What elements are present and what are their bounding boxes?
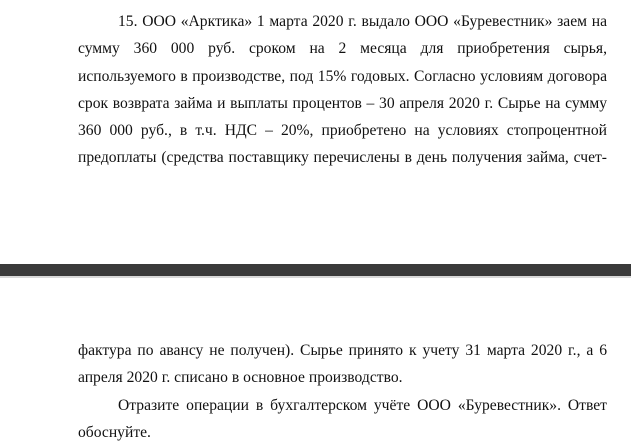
text-line: апреля 2020 г. списано в основное производство. bbox=[78, 369, 403, 387]
text-line: обоснуйте. bbox=[78, 423, 151, 441]
task-paragraph-top bbox=[78, 8, 607, 172]
text-line: сумму 360 000 руб. сроком на 2 месяца для приобретения сырья, bbox=[78, 40, 607, 58]
text-line: срок возврата займа и выплаты процентов – 30 апреля 2020 г. Сырье на сумму bbox=[78, 94, 607, 112]
text-line: используемого в производстве, под 15% годовых. Согласно условиям договора bbox=[78, 67, 607, 85]
page-break-shadow bbox=[0, 276, 631, 278]
text-line: 360 000 руб., в т.ч. НДС – 20%, приобретено на условиях стопроцентной bbox=[78, 122, 607, 140]
text-line: фактура по авансу не получен). Сырье принято к учету 31 марта 2020 г., а 6 bbox=[78, 342, 607, 359]
text-line: 15. ООО «Арктика» 1 марта 2020 г. выдало ООО «Буревестник» заем на bbox=[118, 13, 607, 30]
text-line: Отразите операции в бухгалтерском учёте ООО «Буревестник». Ответ bbox=[118, 396, 607, 414]
task-paragraph-bottom bbox=[78, 337, 607, 446]
page-break-divider bbox=[0, 264, 631, 276]
text-line: предоплаты (средства поставщику перечислены в день получения займа, счет- bbox=[78, 149, 607, 167]
